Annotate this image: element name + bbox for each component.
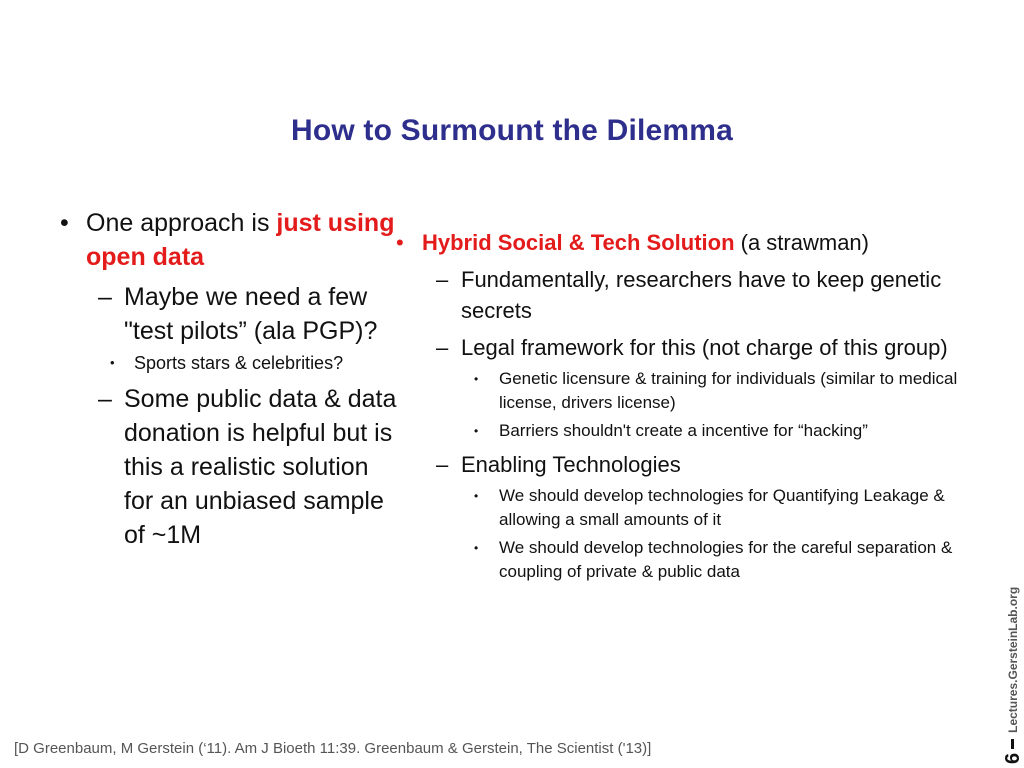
left-bullet-open-data (58, 206, 398, 274)
right-sub-enabling-tech: – Enabling Technologies (394, 449, 964, 480)
right-sub-legal-framework: – Legal framework for this (not charge of this group) (394, 332, 964, 363)
left-column (58, 206, 398, 552)
right-bullet-hybrid-solution (394, 228, 964, 258)
left-bullet-prefix: One approach is (86, 209, 277, 237)
right-subsub-separation-coupling: • We should develop technologies for the careful separation & coupling of private & public data (394, 536, 964, 584)
left-sub-public-data: – Some public data & data donation is helpful but is this a realistic solution for an unbiased sample of ~1M (86, 382, 398, 552)
left-bullet-list (58, 206, 398, 552)
right-column (394, 228, 964, 584)
right-bullet-list (394, 228, 964, 584)
right-subsub-licensure: • Genetic licensure & training for individuals (similar to medical license, drivers license) (394, 367, 964, 415)
citation-footer: [D Greenbaum, M Gerstein (‘11). Am J Bioeth 11:39. Greenbaum & Gerstein, The Scientist ('13)] (14, 740, 652, 757)
page-number: 6 (1001, 752, 1024, 764)
right-bullet-highlight: Hybrid Social & Tech Solution (422, 230, 735, 255)
slide-title: How to Surmount the Dilemma (290, 114, 734, 147)
right-bullet-suffix: (a strawman) (734, 230, 869, 255)
brand-separator (1011, 739, 1014, 749)
right-subsub-barriers: • Barriers shouldn't create a incentive for “hacking” (394, 419, 964, 443)
lectures-url[interactable]: Lectures.GersteinLab.org (1005, 586, 1020, 733)
left-subsub-sports-stars: • Sports stars & celebrities? (96, 350, 398, 376)
side-brand (1001, 586, 1024, 764)
right-subsub-quantifying-leakage: • We should develop technologies for Quantifying Leakage & allowing a small amounts of it (394, 484, 964, 532)
right-sub-genetic-secrets: – Fundamentally, researchers have to keep genetic secrets (394, 264, 964, 326)
left-bullet-highlight: just using open data (86, 209, 395, 271)
left-sub-test-pilots: – Maybe we need a few "test pilots” (ala PGP)? (86, 280, 398, 348)
